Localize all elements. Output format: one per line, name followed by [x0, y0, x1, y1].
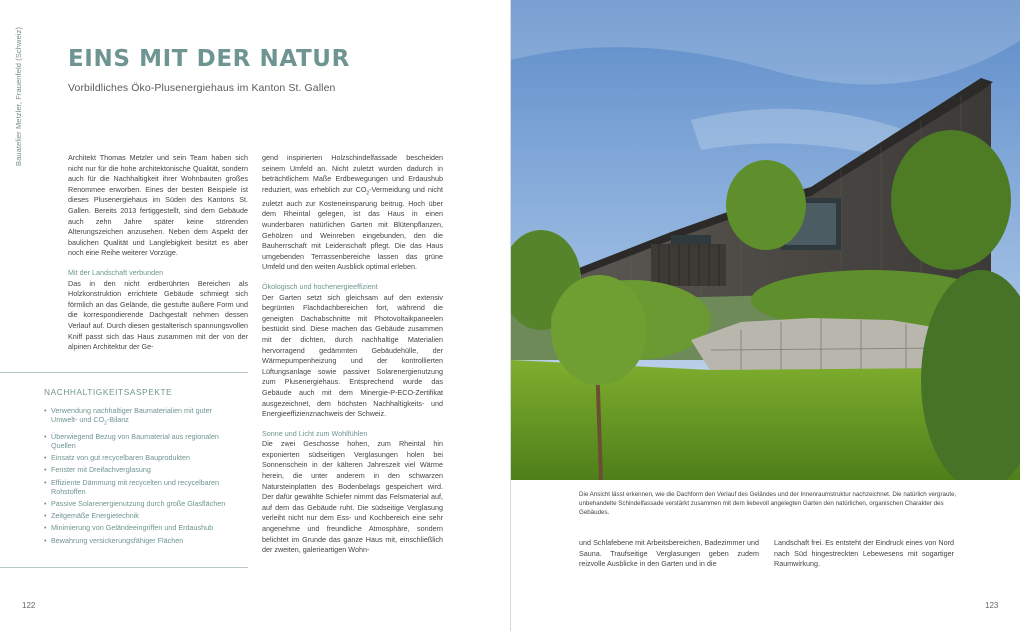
- paragraph: Das in den nicht erdberührten Bereichen als Holzkonstruktion errichtete Gebäude schmiegt sich förmlich an das Gelände, die gestufte äußere Form und die korrespondierende Dachgestalt nehmen dessen Verlauf auf. Durch diesen gestalterisch spannungsvollen Kniff passt sich das Haus zusammen mit der von der alpinen Architektur der Ge-: [68, 278, 248, 352]
- right-page: [510, 0, 1020, 631]
- list-item: • Effiziente Dämmung mit recycelten und recycelbaren Rohstoffen: [44, 478, 240, 496]
- list-item: • Einsatz von gut recycelbaren Bauprodukten: [44, 453, 240, 462]
- list-item: • Verwendung nachhaltiger Baumaterialien mit guter Umwelt- und $CO_2$-Bilanz: [44, 406, 240, 429]
- list-item: • Überwiegend Bezug von Baumaterial aus regionalen Quellen: [44, 432, 240, 450]
- article-subtitle: Vorbildliches Öko-Plusenergiehaus im Kanton St. Gallen: [68, 82, 336, 94]
- list-item: • Zeitgemäße Energietechnik: [44, 511, 240, 520]
- paragraph: Der Garten setzt sich gleichsam auf den extensiv begrünten Flachdachbereichen fort, während die geneigten Dachabschnitte mit Photovoltaikpaneelen bestückt sind. Diese machen das Gebäude zusammen mit der dichten, durch nachhaltige Materialien hervorragend gedämmten Gebäudehülle, der Wärmepumpenheizung und der kontrollierten Lüftungsanlage sowie passiver Solarenergienutzung zum Plusenergiehaus. Entsprechend wurde das Gebäude auch mit dem Minergie-P-ECO-Zertifikat ausgezeichnet, dem höchsten Nachhaltigkeits- und Energieeffizienznachweis der Schweiz.: [262, 292, 443, 419]
- house-photo: [511, 0, 1020, 480]
- text-column-2: [262, 153, 443, 556]
- intro-paragraph: Architekt Thomas Metzler und sein Team haben sich nicht nur für die hohe architektonische Qualität, sondern auch für die Nachhaltigkeit ihrer Wohnbauten großes Renommee erworben. Eines der besten Beispiele ist dieses Plusenergiehaus im Süden des Kantons St. Gallen. Bereits 2013 fertiggestellt, sind dem Gebäude auch zehn Jahre später keine störenden Alterungszeichen anzusehen. Neben dem Aspekt der baulichen Qualität und Langlebigkeit besitzt es aber noch eine Reihe weiterer Vorzüge.: [68, 153, 248, 258]
- text-column-4: Landschaft frei. Es entsteht der Eindruck eines von Nord nach Süd hingestreckten Lebewesens mit sogartiger Raumwirkung.: [774, 538, 954, 569]
- photo-caption: Die Ansicht lässt erkennen, wie die Dachform den Verlauf des Geländes und der Innenraumstruktur nachzeichnet. Die natürlich vergraute, unbehandelte Schindelfassade verstärkt zusammen mit dem liebevoll angelegten Garten den natürlichen, organischen Charakter des Gebäudes.: [579, 491, 957, 517]
- list-item: • Minimierung von Geländeeingriffen und Erdaushub: [44, 523, 240, 532]
- text-column-3: und Schlafebene mit Arbeitsbereichen, Badezimmer und Sauna. Traufseitige Verglasungen geben zudem reizvolle Ausblicke in den Garten und in die: [579, 538, 759, 569]
- article-title: EINS MIT DER NATUR: [68, 46, 350, 72]
- section-heading: Mit der Landschaft verbunden: [68, 267, 164, 277]
- page-number-left: 122: [22, 601, 36, 610]
- paragraph: Die zwei Geschosse hohen, zum Rheintal hin exponierten südseitigen Verglasungen holen bei Sonnenschein in der kälteren Jahreszeit viel Wärme herein, die unter anderem in den schwarzen Natursteinplatten des Bodenbelags gespeichert wird. Der dafür gewählte Schiefer nimmt das Felsmaterial auf, auf dem das Gebäude ruht. Die südseitige Verglasung verleiht nicht nur dem Ess- und Kochbereich eine sehr angenehme und freundliche Atmosphäre, sondern belichtet im Grunde das ganze Haus mit, einschließlich der zweiten, galerieartigen Wohn-: [262, 439, 443, 555]
- tree-crown: [551, 275, 647, 385]
- section-heading: Ökologisch und hochenergieeffizient: [262, 281, 378, 291]
- tree: [726, 160, 806, 250]
- photo-credit: Bauatelier Metzler, Frauenfeld (Schweiz): [14, 26, 23, 166]
- text-column-1: [68, 153, 248, 353]
- sustainability-list: [44, 406, 240, 548]
- list-item: • Bewahrung versickerungsfähiger Flächen: [44, 536, 240, 545]
- list-item: • Passive Solarenergienutzung durch große Glasflächen: [44, 499, 240, 508]
- section-heading: Sonne und Licht zum Wohlfühlen: [262, 428, 368, 438]
- sidebar-title: NACHHALTIGKEITSASPEKTE: [44, 387, 173, 397]
- tree: [891, 130, 1011, 270]
- paragraph: gend inspirierten Holzschindelfassade bescheiden seinem Umfeld an. Nicht zuletzt wurden dadurch in beträchtlichem Maße Erdbewegungen und Erdaushub reduziert, was erheblich zur $CO_2$-Vermeidung und nicht zuletzt auch zur Kosteneinsparung beitrug. Hoch über dem Rheintal gelegen, ist das Haus in einen wunderbaren natürlichen Garten mit Blütenpflanzen, Gehölzen und Weinreben eingebunden, den die Bauherrschaft mit Leidenschaft pflegt. Die das Haus umgebenden Terrassenbereiche lassen das grüne Umfeld und den weiten Ausblick optimal erleben.: [262, 153, 443, 272]
- list-item: • Fenster mit Dreifachverglasung: [44, 465, 240, 474]
- page-number-right: 123: [985, 601, 999, 610]
- house-photo-illustration: [511, 0, 1020, 480]
- sustainability-box: [0, 372, 248, 568]
